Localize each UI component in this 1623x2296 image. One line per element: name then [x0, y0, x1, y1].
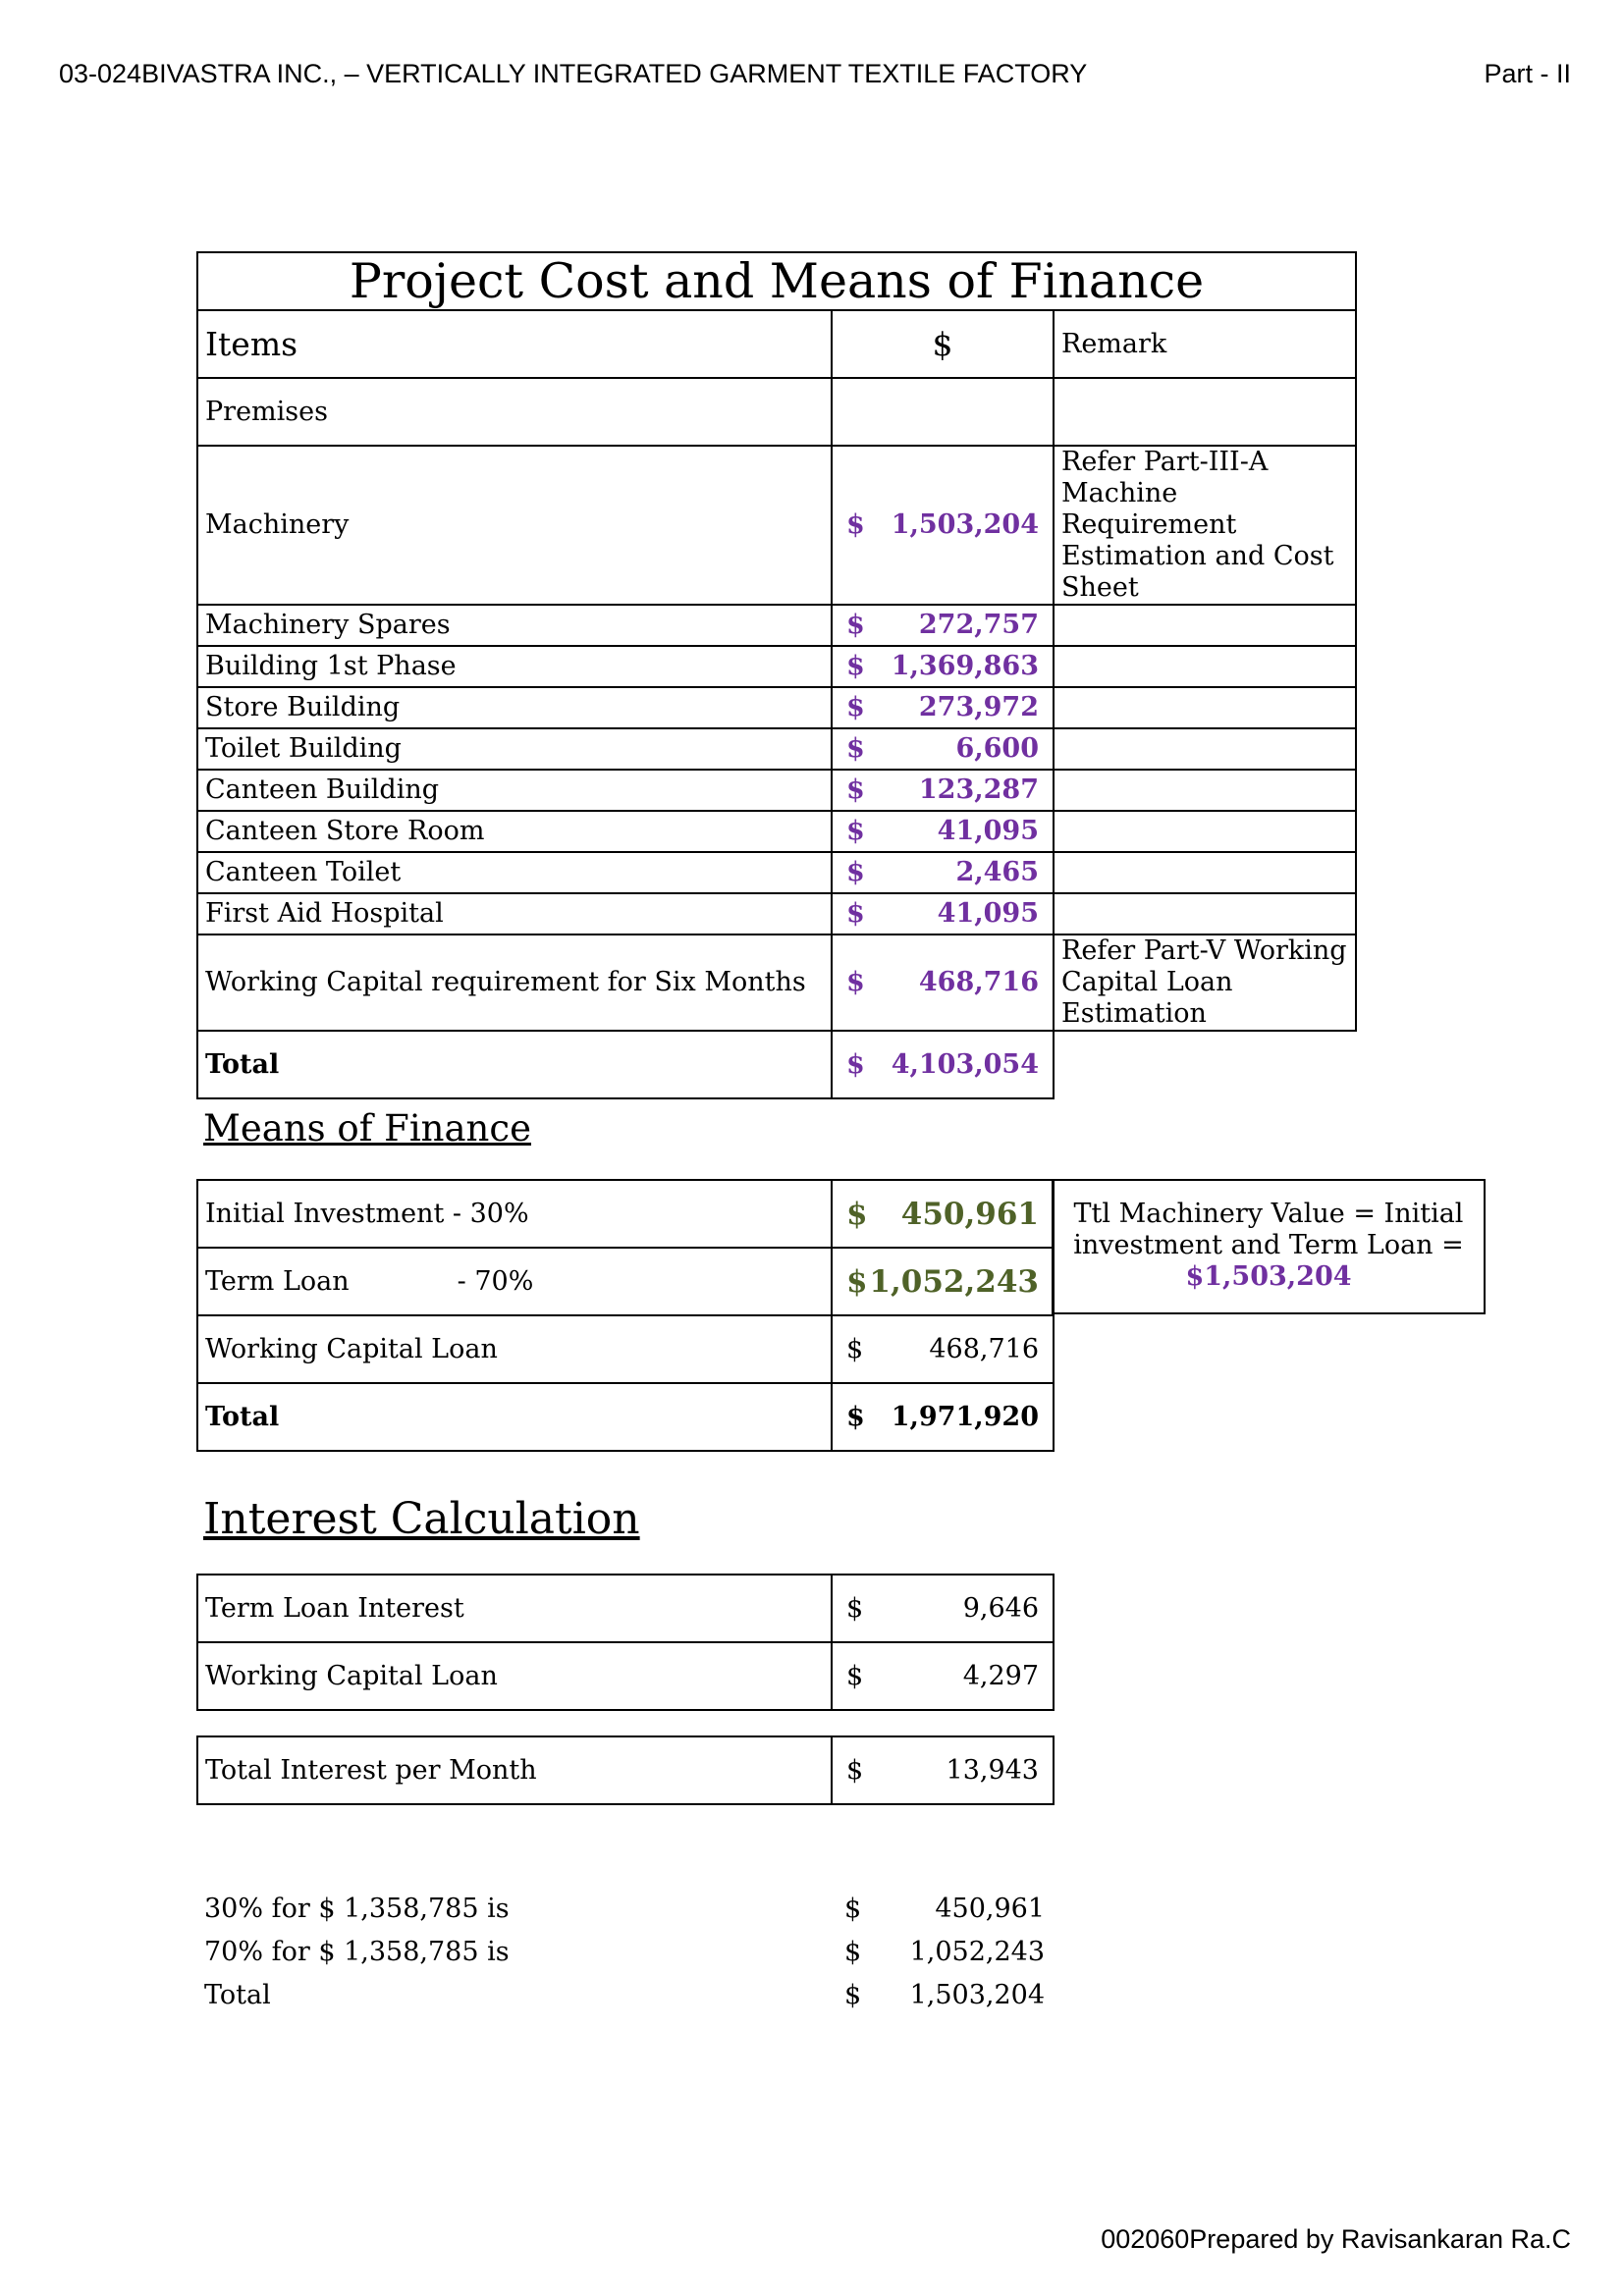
- term-loan-percent: - 70%: [457, 1265, 534, 1297]
- total-label: Total: [197, 1031, 832, 1098]
- table-row: [197, 1575, 1054, 1642]
- col-header-amount: $: [832, 310, 1054, 378]
- currency-symbol: $: [846, 1660, 864, 1691]
- row-remark: [1054, 646, 1356, 687]
- row-item: Canteen Building: [197, 770, 832, 811]
- split-label: 70% for $ 1,358,785 is: [204, 1937, 510, 1967]
- currency-symbol: $: [846, 1592, 864, 1624]
- document-header-title: 03-024BIVASTRA INC., – VERTICALLY INTEGRATED GARMENT TEXTILE FACTORY: [59, 59, 1088, 88]
- table-row: [197, 1642, 1054, 1710]
- total-row: [197, 1031, 1356, 1098]
- currency-symbol: $: [846, 1401, 865, 1432]
- row-item: Canteen Store Room: [197, 811, 832, 852]
- project-cost-table: [196, 251, 1357, 1099]
- row-item: Machinery Spares: [197, 605, 832, 646]
- row-amount: 1,503,204: [891, 509, 1039, 540]
- total-amount: 4,103,054: [891, 1048, 1039, 1080]
- table-row: [197, 646, 1356, 687]
- row-remark: [1054, 605, 1356, 646]
- currency-symbol: $: [846, 774, 865, 805]
- currency-symbol: $: [846, 692, 865, 722]
- table-row: [197, 378, 1356, 446]
- currency-symbol: $: [846, 1048, 865, 1080]
- split-amount: 1,052,243: [909, 1937, 1045, 1967]
- split-amount: 1,503,204: [909, 1980, 1045, 2010]
- split-label: 30% for $ 1,358,785 is: [204, 1894, 510, 1924]
- row-amount: 41,095: [937, 898, 1039, 929]
- interest-table: [196, 1574, 1055, 1711]
- table-row: [197, 1248, 1054, 1315]
- means-of-finance-table: [196, 1179, 1055, 1452]
- split-label: Total: [204, 1980, 271, 2010]
- empty-cell: [1054, 1031, 1356, 1098]
- row-amount: [832, 378, 1054, 446]
- row-remark: [1054, 728, 1356, 770]
- row-amount: 468,716: [918, 967, 1039, 997]
- currency-symbol: $: [844, 1980, 862, 2010]
- currency-symbol: $: [846, 1333, 864, 1364]
- note-text: Ttl Machinery Value = Initial investment and Term Loan =: [1073, 1199, 1464, 1260]
- interest-calculation-title: Interest Calculation: [203, 1494, 640, 1544]
- row-remark: [1054, 852, 1356, 893]
- term-loan-label: Term Loan: [205, 1265, 350, 1297]
- row-item: Premises: [197, 378, 832, 446]
- table-row: [197, 728, 1356, 770]
- row-item: Working Capital Loan: [197, 1642, 832, 1710]
- table-row: [197, 1180, 1054, 1248]
- split-row: [204, 1980, 1045, 2010]
- document-part-label: Part - II: [1484, 59, 1571, 88]
- row-remark: Refer Part-III-A Machine Requirement Estimation and Cost Sheet: [1054, 446, 1356, 605]
- split-amount: 450,961: [935, 1894, 1045, 1924]
- table-row: [197, 687, 1356, 728]
- table-row: [197, 605, 1356, 646]
- total-label: Total: [197, 1383, 832, 1451]
- row-amount: 468,716: [929, 1333, 1039, 1364]
- currency-symbol: $: [846, 610, 865, 640]
- row-item: [197, 1248, 832, 1315]
- row-amount: 1,369,863: [891, 651, 1039, 681]
- currency-symbol: $: [846, 1196, 868, 1232]
- total-amount: 1,971,920: [891, 1401, 1039, 1432]
- table-row: [197, 1315, 1054, 1383]
- row-remark: [1054, 687, 1356, 728]
- row-amount: 272,757: [918, 610, 1039, 640]
- total-label: Total Interest per Month: [197, 1736, 832, 1804]
- row-amount: 273,972: [918, 692, 1039, 722]
- table-row: [197, 852, 1356, 893]
- currency-symbol: $: [846, 898, 865, 929]
- table-row: [197, 893, 1356, 934]
- row-item: Working Capital Loan: [197, 1315, 832, 1383]
- project-cost-title: Project Cost and Means of Finance: [197, 252, 1356, 310]
- table-row: [197, 446, 1356, 605]
- row-item: Store Building: [197, 687, 832, 728]
- row-amount: 41,095: [937, 816, 1039, 846]
- interest-total-table: [196, 1735, 1055, 1805]
- currency-symbol: $: [846, 651, 865, 681]
- currency-symbol: $: [846, 816, 865, 846]
- row-item: Term Loan Interest: [197, 1575, 832, 1642]
- row-item: Building 1st Phase: [197, 646, 832, 687]
- document-footer: 002060Prepared by Ravisankaran Ra.C: [1101, 2224, 1571, 2254]
- row-remark: [1054, 770, 1356, 811]
- currency-symbol: $: [846, 967, 865, 997]
- means-of-finance-title: Means of Finance: [203, 1107, 531, 1149]
- row-amount: 9,646: [962, 1592, 1039, 1624]
- row-remark: [1054, 893, 1356, 934]
- row-remark: [1054, 811, 1356, 852]
- note-value: $1,503,204: [1185, 1261, 1352, 1292]
- currency-symbol: $: [844, 1937, 862, 1967]
- table-row: [197, 770, 1356, 811]
- split-row: [204, 1937, 1045, 1967]
- row-item: Machinery: [197, 446, 832, 605]
- total-row: [197, 1383, 1054, 1451]
- row-amount: 123,287: [918, 774, 1039, 805]
- row-item: First Aid Hospital: [197, 893, 832, 934]
- total-amount: 13,943: [946, 1754, 1039, 1786]
- row-remark: Refer Part-V Working Capital Loan Estimation: [1054, 934, 1356, 1031]
- row-item: Toilet Building: [197, 728, 832, 770]
- table-row: [197, 811, 1356, 852]
- total-row: [197, 1736, 1054, 1804]
- row-item: Canteen Toilet: [197, 852, 832, 893]
- split-row: [204, 1894, 1045, 1924]
- row-item: Initial Investment - 30%: [197, 1180, 832, 1248]
- currency-symbol: $: [846, 733, 865, 764]
- row-item: Working Capital requirement for Six Months: [197, 934, 832, 1031]
- currency-symbol: $: [846, 509, 865, 540]
- row-amount: 4,297: [962, 1660, 1039, 1691]
- row-remark: [1054, 378, 1356, 446]
- currency-symbol: $: [846, 857, 865, 887]
- row-amount: 2,465: [955, 857, 1039, 887]
- currency-symbol: $: [844, 1894, 862, 1924]
- machinery-value-note: [1052, 1179, 1486, 1314]
- row-amount: 450,961: [900, 1196, 1039, 1232]
- table-row: [197, 934, 1356, 1031]
- col-header-items: Items: [197, 310, 832, 378]
- currency-symbol: $: [846, 1754, 864, 1786]
- currency-symbol: $: [846, 1263, 868, 1300]
- col-header-remark: Remark: [1054, 310, 1356, 378]
- row-amount: 6,600: [955, 733, 1039, 764]
- row-amount: 1,052,243: [869, 1263, 1039, 1300]
